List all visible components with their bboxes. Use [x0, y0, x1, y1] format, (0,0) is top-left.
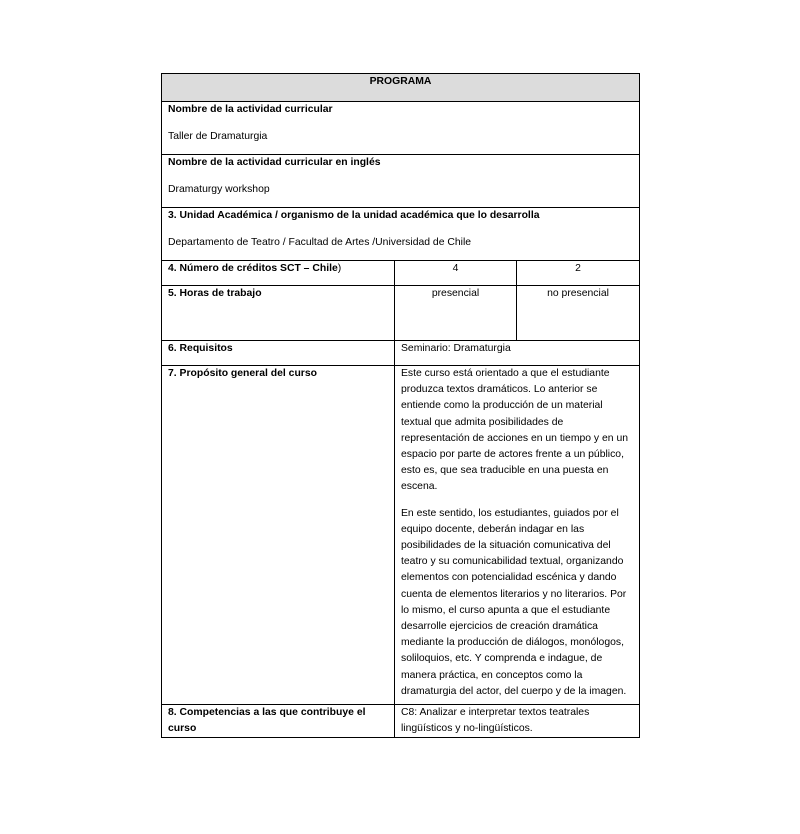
program-header-row — [162, 74, 640, 102]
requirements-label: 6. Requisitos — [162, 341, 395, 366]
purpose-paragraph: En este sentido, los estudiantes, guiados por el equipo docente, deberán indagar en las posibilidades de la situación comunicativa del teatro y su comunicabilidad textual, organizando elementos con potencialidad escénica y dando cuenta de elementos literarios y no literarios. Por lo mismo, el curso apunta a que el estudiante desarrolle ejercicios de creación dramática mediante la producción de diálogos, monólogos, soliloquios, etc. Y comprenda e indague, de manera práctica, en conceptos como la dramaturgia del actor, del cuerpo y de la imagen. — [401, 507, 627, 697]
program-table — [161, 73, 640, 738]
program-document — [161, 73, 639, 738]
credits-label-suffix: ) — [337, 263, 342, 274]
competencies-label: 8. Competencias a las que contribuye el curso — [162, 705, 395, 738]
credits-label: 4. Número de créditos SCT – Chile — [168, 263, 338, 274]
work-hours-row — [162, 286, 640, 341]
activity-name-label: Nombre de la actividad curricular — [168, 104, 333, 115]
academic-unit-value: Departamento de Teatro / Facultad de Artes /Universidad de Chile — [168, 237, 472, 249]
work-hours-no-presencial: no presencial — [517, 286, 640, 341]
purpose-paragraph: Este curso está orientado a que el estudiante produzca textos dramáticos. Lo anterior se entiende como la producción de un material textual que admita posibilidades de representación de acciones en un tiempo y en un espacio por parte de actores frente a un público, esto es, que sea traducible en una puesta en escena. — [401, 368, 629, 493]
program-header: PROGRAMA — [162, 74, 640, 102]
activity-name-en-value: Dramaturgy workshop — [168, 184, 270, 196]
activity-name-en-label: Nombre de la actividad curricular en inglés — [168, 157, 381, 168]
work-hours-label: 5. Horas de trabajo — [162, 286, 395, 341]
academic-unit-row — [162, 208, 640, 261]
competencies-value: C8: Analizar e interpretar textos teatrales lingüísticos y no-lingüísticos. — [395, 705, 640, 738]
activity-name-en-row — [162, 155, 640, 208]
purpose-row — [162, 366, 640, 705]
credits-value-b: 2 — [517, 261, 640, 286]
purpose-label: 7. Propósito general del curso — [162, 366, 395, 705]
credits-value-a: 4 — [395, 261, 517, 286]
requirements-row — [162, 341, 640, 366]
credits-row — [162, 261, 640, 286]
activity-name-value: Taller de Dramaturgia — [168, 131, 268, 143]
academic-unit-label: 3. Unidad Académica / organismo de la unidad académica que lo desarrolla — [168, 210, 540, 221]
requirements-value: Seminario: Dramaturgia — [395, 341, 640, 366]
work-hours-presencial: presencial — [395, 286, 517, 341]
competencies-row — [162, 705, 640, 738]
activity-name-row — [162, 102, 640, 155]
